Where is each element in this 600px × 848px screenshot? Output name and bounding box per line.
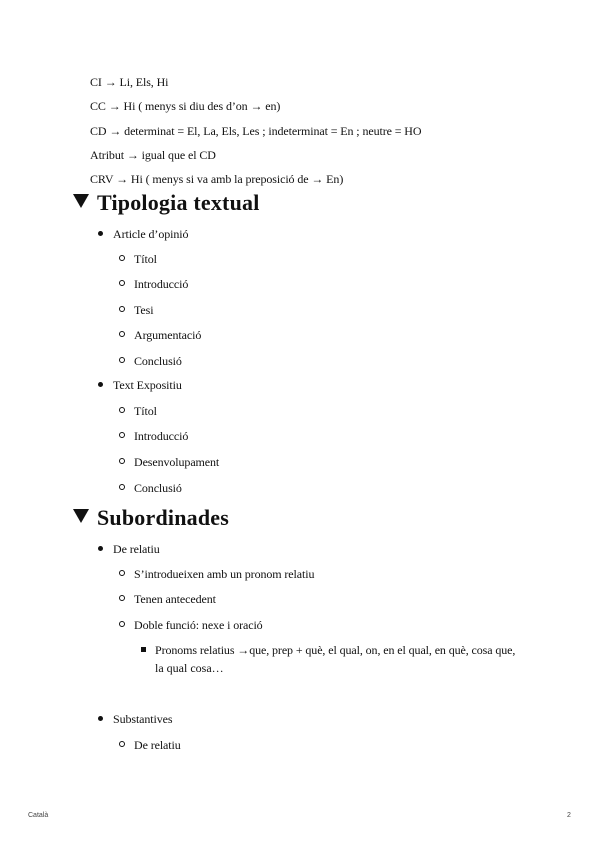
bullet-circle-icon [119, 458, 125, 464]
bullet-circle-icon [119, 407, 125, 413]
list-item: S’introdueixen amb un pronom relatiu [119, 567, 314, 581]
list-item-pronoms: Pronoms relatius →que, prep + què, el qual, on, en el qual, en què, cosa que, [141, 643, 515, 657]
list-item: Introducció [119, 429, 188, 443]
bullet-circle-icon [119, 331, 125, 337]
list-item: Argumentació [119, 328, 201, 342]
intro-line-cc: CC → Hi ( menys si diu des d’on → en) [90, 99, 281, 113]
list-item: Tesi [119, 303, 153, 317]
bullet-circle-icon [119, 595, 125, 601]
bullet-disc-icon [98, 716, 103, 721]
list-item: Títol [119, 252, 157, 266]
bullet-disc-icon [98, 231, 103, 236]
page-number: 2 [567, 812, 571, 819]
list-item: Desenvolupament [119, 455, 219, 469]
list-item-text-expositiu: Text Expositiu [98, 378, 182, 392]
bullet-circle-icon [119, 255, 125, 261]
bullet-circle-icon [119, 484, 125, 490]
list-item: Conclusió [119, 481, 182, 495]
bullet-circle-icon [119, 570, 125, 576]
bullet-circle-icon [119, 621, 125, 627]
footer-left: Català [28, 812, 49, 819]
heading-subordinades-text: Subordinades [97, 505, 230, 530]
intro-line-cd: CD → determinat = El, La, Els, Les ; indeterminat = En ; neutre = HO [90, 124, 422, 138]
list-item-de-relatiu: De relatiu [98, 542, 160, 556]
list-item-substantives: Substantives [98, 712, 172, 726]
list-item: Introducció [119, 277, 188, 291]
list-item: Tenen antecedent [119, 592, 216, 606]
bullet-square-icon [141, 647, 146, 652]
bullet-disc-icon [98, 382, 103, 387]
bullet-disc-icon [98, 546, 103, 551]
bullet-circle-icon [119, 306, 125, 312]
collapse-triangle-icon[interactable] [73, 194, 89, 208]
heading-tipologia-text: Tipologia textual [97, 190, 260, 215]
intro-line-ci: CI → Li, Els, Hi [90, 75, 169, 89]
list-item: Doble funció: nexe i oració [119, 618, 263, 632]
heading-tipologia[interactable] [73, 190, 260, 216]
bullet-circle-icon [119, 741, 125, 747]
bullet-circle-icon [119, 357, 125, 363]
list-item: Títol [119, 404, 157, 418]
list-item-article: Article d’opinió [98, 227, 188, 241]
intro-line-crv: CRV → Hi ( menys si va amb la preposició de → En) [90, 172, 344, 186]
intro-line-atribut: Atribut → igual que el CD [90, 148, 216, 162]
list-item-pronoms-continued: la qual cosa… [155, 661, 224, 675]
bullet-circle-icon [119, 432, 125, 438]
list-item: De relatiu [119, 738, 181, 752]
bullet-circle-icon [119, 280, 125, 286]
list-item: Conclusió [119, 354, 182, 368]
collapse-triangle-icon[interactable] [73, 509, 89, 523]
heading-subordinades[interactable] [73, 505, 229, 531]
